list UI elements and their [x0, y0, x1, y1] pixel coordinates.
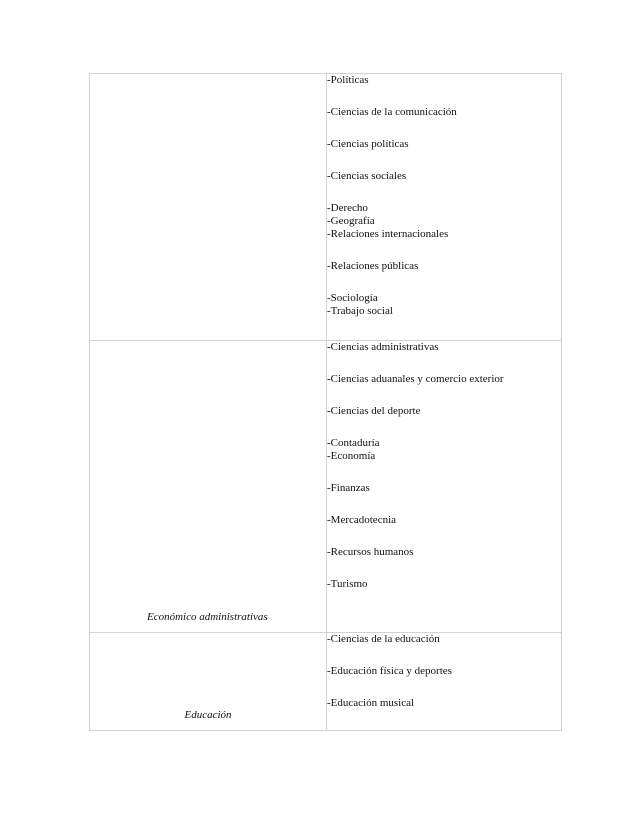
list-item	[327, 202, 561, 241]
list-item	[327, 665, 561, 678]
category-cell	[90, 633, 327, 731]
list-item	[327, 170, 561, 183]
item-text: -Geografía	[327, 215, 375, 227]
list-item	[327, 292, 561, 318]
list-item	[327, 106, 561, 119]
list-item	[327, 514, 561, 527]
list-item	[327, 482, 561, 495]
item-text: -Sociología	[327, 292, 378, 304]
item-text: -Relaciones internacionales	[327, 228, 449, 240]
table-row	[90, 74, 562, 341]
category-cell	[90, 74, 327, 341]
items-cell	[327, 74, 562, 341]
category-label: Económico administrativas	[147, 611, 268, 623]
item-text: -Relaciones públicas	[327, 260, 419, 272]
list-item	[327, 697, 561, 710]
list-item	[327, 578, 561, 591]
list-item	[327, 546, 561, 559]
items-cell	[327, 341, 562, 633]
list-item	[327, 373, 561, 386]
careers-table	[89, 73, 562, 731]
item-text: -Turismo	[327, 578, 368, 590]
item-text: -Trabajo social	[327, 305, 393, 317]
list-item	[327, 405, 561, 418]
item-text: -Ciencias de la comunicación	[327, 106, 457, 118]
item-text: -Ciencias aduanales y comercio exterior	[327, 373, 504, 385]
list-item	[327, 138, 561, 151]
item-text: -Ciencias sociales	[327, 170, 407, 182]
list-item	[327, 437, 561, 463]
item-text: -Educación musical	[327, 697, 415, 709]
item-text: -Educación física y deportes	[327, 665, 452, 677]
category-label: Educación	[184, 709, 232, 721]
item-text: -Ciencias de la educación	[327, 633, 440, 645]
item-text: -Recursos humanos	[327, 546, 414, 558]
list-item	[327, 74, 561, 87]
items-cell	[327, 633, 562, 731]
item-text: -Finanzas	[327, 482, 370, 494]
list-item	[327, 633, 561, 646]
category-cell	[90, 341, 327, 633]
item-text: -Ciencias administrativas	[327, 341, 439, 353]
item-text: -Mercadotecnia	[327, 514, 397, 526]
table-row	[90, 633, 562, 731]
item-text: -Políticas	[327, 74, 369, 86]
list-item	[327, 341, 561, 354]
list-item	[327, 260, 561, 273]
item-text: -Economía	[327, 450, 376, 462]
table-row	[90, 341, 562, 633]
item-text: -Contaduría	[327, 437, 380, 449]
item-text: -Derecho	[327, 202, 368, 214]
item-text: -Ciencias políticas	[327, 138, 409, 150]
item-text: -Ciencias del deporte	[327, 405, 421, 417]
